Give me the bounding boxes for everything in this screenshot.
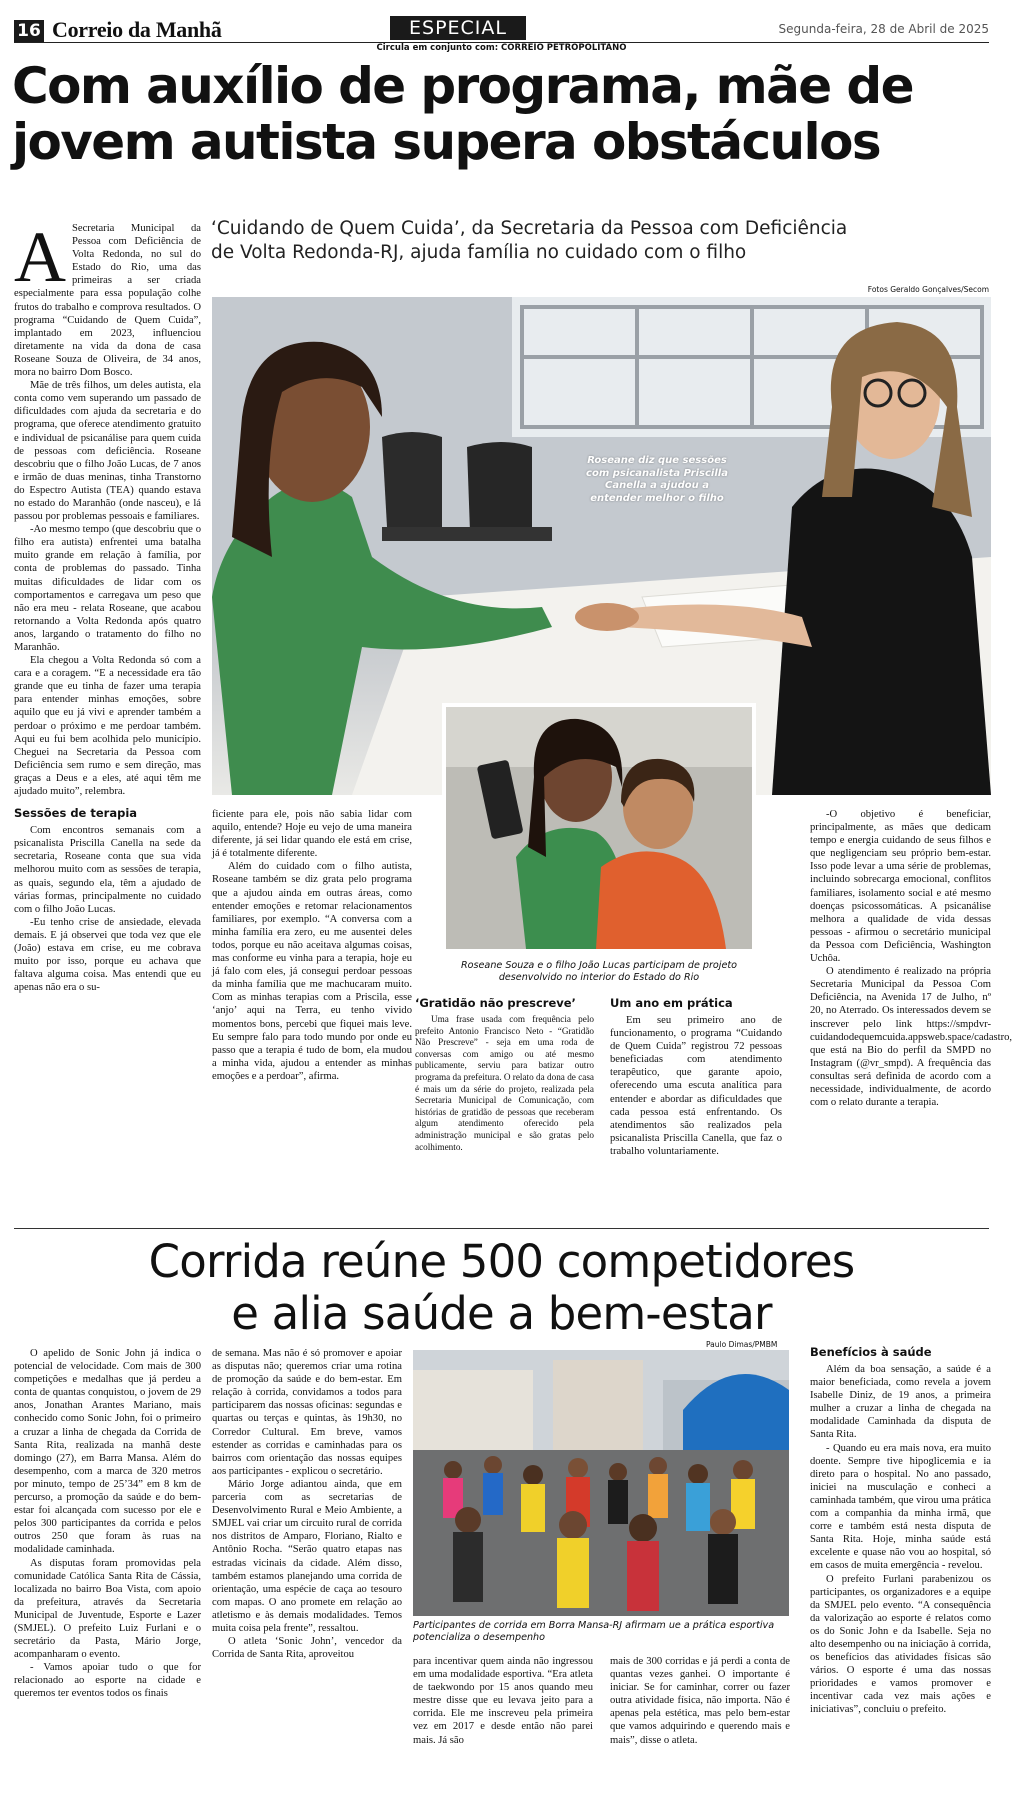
- article1-headline-line2: jovem autista supera obstáculos: [12, 113, 880, 171]
- article1-col3-p1: Uma frase usada com frequência pelo prefeito Antonio Francisco Neto - “Gratidão Não Prescreve” - seja em uma roda de conversas com amigo ou até mesmo publicamente, serviu para batizar outro programa da prefeitura. O relato da dona de casa é mais um da série do projeto, realizada pela Secretaria Municipal de Comunicação, com histórias de gratidão de pessoas que receberam algum atendimento oferecido pela administração municipal e são gratas pelo acolhimento.: [415, 1014, 594, 1152]
- article2-col4-p1: mais de 300 corridas e já perdi a conta de quantas vezes ganhei. O importante é iniciar. Se for caminhar, correr ou fazer outra atividade física, não importa. Não é apenas pela estética, mas pelo bem-estar que vamos adquirindo e querendo mais e mais”, disse o atleta.: [610, 1656, 790, 1746]
- article1-photo-credit: Fotos Geraldo Gonçalves/Secom: [867, 285, 989, 294]
- article1-subhead-line1: ‘Cuidando de Quem Cuida’, da Secretaria da Pessoa com Deficiência: [211, 218, 848, 239]
- article2-headline-line1: Corrida reúne 500 competidores: [148, 1235, 855, 1288]
- article1-col1-p5: Com encontros semanais com a psicanalista Priscilla Canella na sede da secretaria, Roseane conta que sua vida melhorou muito com as sessões de terapia, as quais, segundo ela, têm a ajudado de várias formas, principalmente no cuidado com o filho João Lucas.: [14, 825, 201, 915]
- article2-col2-p2: Mário Jorge adiantou ainda, que em parceria com as secretarias de Desenvolvimento Rural e Meio Ambiente, a SMJEL vai criar um circuito rural de corrida nos distritos de Amparo, Floriano, Rialto e Antônio Rocha. “Serão quatro etapas nas estradas vicinais da cidade. Além disso, também estamos planejando uma corrida de orientação, uma espécie de caça ao tesouro com mapas. O ano promete em relação ao atletismo e às demais modalidades. Temos muita coisa pela frente”, ressaltou.: [212, 1478, 402, 1634]
- page-header: [0, 0, 1003, 56]
- article1-headline-line1: Com auxílio de programa, mãe de: [12, 57, 913, 115]
- article1-col1-p4: Ela chegou a Volta Redonda só com a cara e a coragem. “E a necessidade era tão grande que eu tinha de fazer uma terapia para entender minhas emoções, sobre aquilo que eu já vivi e aprender também a perdoar o próximo e me perdoar também. Aqui eu fui bem acolhida pelo município. Cheguei na Secretaria da Pessoa com Deficiência sem rumo e sem direção, mas graças a Deus e a eles, até aqui têm me ajudado muito”, relembra.: [14, 655, 201, 798]
- article2-col3-p1: para incentivar quem ainda não ingressou em uma modalidade esportiva. “Era atleta de taekwondo por 15 anos quando meu mestre disse que eu levava jeito para a corrida. Ele me inscreveu pela primeira vez em 2017 e desde então não parei mais. Já são: [413, 1656, 593, 1746]
- section-label: ESPECIAL: [390, 16, 526, 40]
- circulation-note: Circula em conjunto com: CORREIO PETROPOLITANO: [376, 43, 627, 53]
- drop-cap: A: [14, 217, 66, 297]
- article1-column-1: [14, 217, 201, 1080]
- header-date: Segunda-feira, 28 de Abril de 2025: [778, 22, 989, 36]
- article1-col2-p1: ficiente para ele, pois não sabia lidar com aquilo, entende? Hoje eu vejo de uma maneira diferente, já sei lidar quando ele está em crise, já é totalmente diferente.: [212, 809, 412, 860]
- article2-column-2: [212, 1347, 402, 1787]
- article2-col5-p2: - Quando eu era mais nova, era muito doente. Sempre tive hipoglicemia e ia direto para o hospital. No ano passado, iniciei na musculação e conheci a caminhada também, que virou uma prática com a companhia da minha irmã, que corre e também está nesta disputa de Santa Rita. Hoje, minha saúde está excelente e quase não vou ao hospital, só em casos de muita emergência - revelou.: [810, 1442, 991, 1572]
- article1-column-4: [610, 996, 782, 1157]
- article1-subhead-line2: de Volta Redonda-RJ, ajuda família no cuidado com o filho: [211, 242, 747, 263]
- article2-column-3: [413, 1655, 593, 1785]
- selfie-illustration: [446, 707, 752, 949]
- article1-inset-photo: [442, 703, 756, 953]
- article2-col2-p3: O atleta ‘Sonic John’, vencedor da Corrida de Santa Rita, aproveitou: [212, 1636, 402, 1661]
- article1-col1-p2: Mãe de três filhos, um deles autista, ela conta como vem superando um passado de dificuldades com ajuda da secretaria e do programa, que oferece atendimento gratuito e individual de psicanálise para quem cuida de pessoas com deficiência. Roseane descobriu que o filho João Lucas, de 7 anos e irmão de duas meninas, tinha Transtorno do Espectro Autista (TEA) quando estava no estado do Maranhão (onde nasceu), e lá passou por problemas pessoais e familiares.: [14, 380, 201, 523]
- article1-col2-p2: Além do cuidado com o filho autista, Roseane também se diz grata pelo programa que a ajudou ainda em outras áreas, como entender emoções e retomar relacionamentos familiares, por exemplo. “A conversa com a minha família era zero, eu me ausentei deles todos, porque eu não aceitava algumas coisas, mas conforme eu vinha para a terapia, hoje eu já falo com eles, já consegui perdoar pessoas da minha família que me machucaram muito. Com as minhas terapias com a Priscila, esse ‘anjo’ aqui na Terra, eu tenho vivido momentos bons, percebi que fiquei mais leve. Eu sempre falo para todo mundo por onde eu passo que a terapia é tudo de bom, ela mudou a minha vida, ajudou a entender as minhas emoções e a perdoar”, afirma.: [212, 861, 412, 1082]
- article1-column-5: [810, 808, 1012, 1206]
- article1-col5-p1: -O objetivo é beneficiar, principalmente, as mães que dedicam tempo e energia cuidando de seus filhos e que negligenciam seu próprio bem-estar. Isso pode levar a uma série de problemas, incluindo sobrecarga emocional, conflitos familiares, isolamento social e até mesmo doenças psicossomáticas. A psicanálise melhora a qualidade de vida dessas pessoas - afirmou o secretário municipal da Pessoa com Deficiência, Washington Uchôa.: [810, 809, 991, 965]
- article2-col5-p1: Além da boa sensação, a saúde é a maior beneficiada, como revela a jovem Isabelle Diniz, de 19 anos, a primeira mulher a cruzar a linha de chegada na modalidade Caminhada da disputa de Santa Rita.: [810, 1364, 991, 1441]
- article2-column-1: [14, 1347, 201, 1787]
- article2-col5-p3: O prefeito Furlani parabenizou os participantes, os organizadores e a equipe da SMJEL pelo evento. “A consequência da valorização ao esporte é relatos como os do Sonic John e da Isabelle. Seja no alto desempenho ou na iniciação à corrida, os benefícios das atividades físicas são vários. O esporte é uma das nossas prioridades e vamos promover e incentivar cada vez mais ações e iniciativas”, concluiu o prefeito.: [810, 1573, 991, 1716]
- article2-column-5: [810, 1345, 991, 1787]
- article2-headline: [0, 1236, 1003, 1340]
- article2-subhead-beneficios: Benefícios à saúde: [810, 1345, 932, 1359]
- article1-headline: [12, 58, 997, 170]
- article1-column-2: [212, 808, 412, 1083]
- article2-headline-line2: e alia saúde a bem-estar: [231, 1287, 772, 1340]
- masthead: Correio da Manhã: [52, 17, 222, 42]
- article2-col1-p2: As disputas foram promovidas pela comunidade Católica Santa Rita de Cássia, localizada no bairro Boa Vista, com apoio da prefeitura, através da Secretaria Municipal de Juventude, Esporte e Lazer (SMJEL). O prefeito Luiz Furlani e o secretário da Pasta, Mário Jorge, acompanharam o evento.: [14, 1557, 201, 1661]
- article1-col5-p2: O atendimento é realizado na própria Secretaria Municipal da Pessoa Com Deficiência, na Avenida 17 de Julho, nº 20, no Aterrado. Os interessados devem se inscrever pelo link https://smpdvr-cuidandodequemcuida.appsweb.space/cadastro, que está na Bio do perfil da SMPD no Instagram (@vr_smpd). A frequência das consultas será definida de acordo com a necessidade, individualmente, de acordo com o relato durante a terapia.: [810, 966, 1012, 1109]
- article2-race-photo: [413, 1350, 789, 1616]
- article1-subheadline: [211, 217, 991, 265]
- article2-photo-credit: Paulo Dimas/PMBM: [706, 1340, 778, 1349]
- article1-col1-p6: -Eu tenho crise de ansiedade, elevada demais. E já observei que toda vez que ele (João) estava em crise, eu me cobrava muito por isso, porque eu achava que faltava alguma coisa. Mas entendi que eu apenas não era o su-: [14, 916, 201, 994]
- article1-column-3: [415, 996, 594, 1152]
- article2-col1-p1: O apelido de Sonic John já indica o potencial de velocidade. Com mais de 300 competições e medalhas que já perdeu a conta de quantas conquistou, o jovem de 29 anos, Jonathan Arantes Mariano, mais conhecido como Sonic John, foi o primeiro a cruzar a linha de chegada da Corrida de Santa Rita, realizada na manhã deste domingo (27), em Barra Mansa. Além do desempenho, com a marca de 320 metros por minuto, tempo de 25’34” em 8 km de percurso, a promoção da saúde e do bem-estar foi alcançada com sucesso por ele e pelos 300 participantes da corrida e pelos outros 250 que foram às ruas na modalidade caminhada.: [14, 1348, 201, 1556]
- article1-subhead-sessoes: Sessões de terapia: [14, 806, 138, 821]
- article1-col1-p1: A Secretaria Municipal da Pessoa com Deficiência de Volta Redonda, no sul do Estado do Rio, uma das primeiras a ser criada especialmente para essa população colhe frutos do trabalho e comprova resultados. O programa “Cuidando de Quem Cuida”, implantado em 2023, influenciou diretamente na vida da dona de casa Roseane Souza de Oliveira, de 34 anos, mora no bairro Dom Bosco.: [14, 217, 201, 379]
- article1-subhead-gratidao: ‘Gratidão não prescreve’: [415, 996, 576, 1010]
- article1-col1-p3: -Ao mesmo tempo (que descobriu que o filho era autista) enfrentei uma batalha muito grande em relação à família, por conta de problemas do passado. Tinha muitas dificuldades de lidar com os comportamentos e carregava um peso que não era meu - relata Roseane, que acabou retornando a Volta Redonda após quatro anos, largando o tratamento do filho no Maranhão.: [14, 524, 201, 653]
- article1-subhead-um-ano: Um ano em prática: [610, 996, 733, 1010]
- article2-column-4: [610, 1655, 790, 1785]
- page-number: 16: [14, 20, 44, 42]
- article2-photo-caption: Participantes de corrida em Borra Mansa-RJ afirmam ue a prática esportiva potencializa o desempenho: [413, 1620, 775, 1643]
- race-crowd-illustration: [413, 1350, 789, 1616]
- article1-col4-p1: Em seu primeiro ano de funcionamento, o programa “Cuidando de Quem Cuida” registrou 72 pessoas beneficiadas com atendimento terapêutico, que garante apoio, oferecendo uma escuta analítica para entender e abordar as dificuldades que cada pessoa está enfrentando. Os atendimentos são realizados pela psicanalista Priscilla Canella, que faz o trabalho voluntariamente.: [610, 1015, 782, 1157]
- article2-col1-p3: - Vamos apoiar tudo o que for relacionado ao esporte na cidade e queremos ter eventos todos os finais: [14, 1662, 201, 1700]
- photo-overlay-caption: Roseane diz que sessões com psicanalista Priscilla Canella a ajudou a entender melhor o filho: [586, 455, 728, 504]
- article1-inset-caption: Roseane Souza e o filho João Lucas participam de projeto desenvolvido no interior do Estado do Rio: [461, 960, 737, 983]
- article2-col2-p1: de semana. Mas não é só promover e apoiar as disputas não; queremos criar uma rotina de promoção da saúde e do bem-estar. Em relação à corrida, convidamos a todos para participarem das nossas oficinas: segundas e quartas ou terças e quintas, às 19h30, no Corredor Cultural. Em breve, vamos estender as corridas e caminhadas para os bairros com orientação das nossas equipes aos participantes - explicou o secretário.: [212, 1348, 402, 1477]
- article-divider: [14, 1228, 989, 1229]
